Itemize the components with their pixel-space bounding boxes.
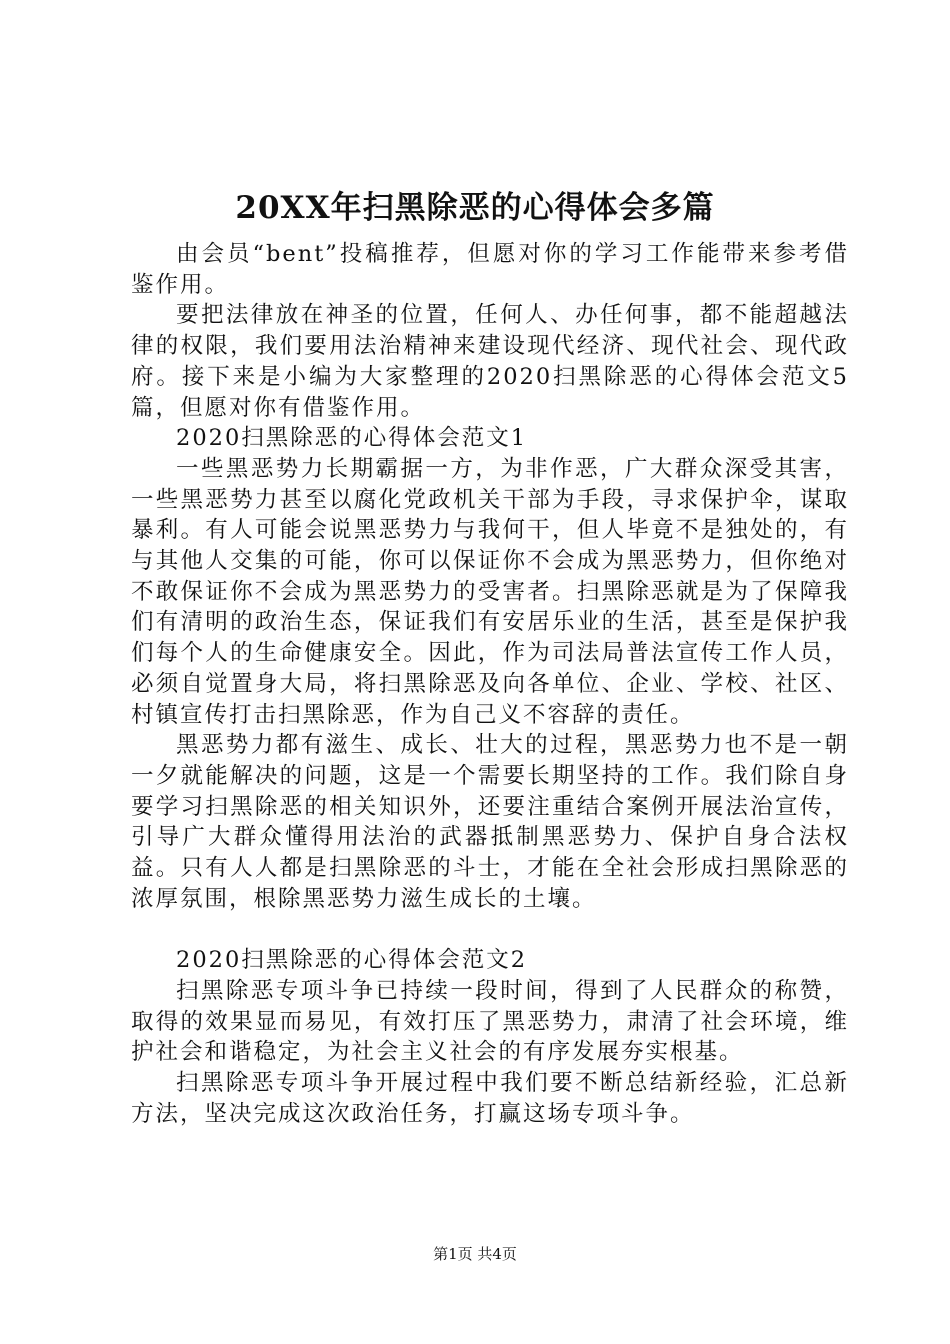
document-title: 20XX年扫黑除恶的心得体会多篇	[235, 190, 715, 226]
document-body	[131, 239, 849, 1129]
blank-line	[131, 914, 849, 945]
section-heading-2: 2020扫黑除恶的心得体会范文2	[176, 947, 528, 974]
section-heading-1: 2020扫黑除恶的心得体会范文1	[176, 425, 528, 452]
body-paragraph: 要把法律放在神圣的位置，任何人、办任何事，都不能超越法律的权限，我们要用法治精神来建设现代经济、现代社会、现代政府。接下来是小编为大家整理的2020扫黑除恶的心得体会范文5篇，但愿对你有借鉴作用。	[131, 302, 849, 421]
intro-paragraph: 由会员“bent”投稿推荐，但愿对你的学习工作能带来参考借鉴作用。	[131, 241, 849, 298]
body-paragraph: 黑恶势力都有滋生、成长、壮大的过程，黑恶势力也不是一朝一夕就能解决的问题，这是一个需要长期坚持的工作。我们除自身要学习扫黑除恶的相关知识外，还要注重结合案例开展法治宣传，引导广大群众懂得用法治的武器抵制黑恶势力、保护自身合法权益。只有人人都是扫黑除恶的斗士，才能在全社会形成扫黑除恶的浓厚氛围，根除黑恶势力滋生成长的土壤。	[131, 732, 849, 912]
body-paragraph: 一些黑恶势力长期霸据一方，为非作恶，广大群众深受其害，一些黑恶势力甚至以腐化党政机关干部为手段，寻求保护伞，谋取暴利。有人可能会说黑恶势力与我何干，但人毕竟不是独处的，有与其他人交集的可能，你可以保证你不会成为黑恶势力，但你绝对不敢保证你不会成为黑恶势力的受害者。扫黑除恶就是为了保障我们有清明的政治生态，保证我们有安居乐业的生活，甚至是保护我们每个人的生命健康安全。因此，作为司法局普法宣传工作人员，必须自觉置身大局，将扫黑除恶及向各单位、企业、学校、社区、村镇宣传打击扫黑除恶，作为自己义不容辞的责任。	[131, 455, 849, 728]
body-paragraph: 扫黑除恶专项斗争已持续一段时间，得到了人民群众的称赞，取得的效果显而易见，有效打压了黑恶势力，肃清了社会环境，维护社会和谐稳定，为社会主义社会的有序发展夯实根基。	[131, 977, 849, 1066]
page-footer: 第1页 共4页	[433, 1245, 517, 1263]
body-paragraph: 扫黑除恶专项斗争开展过程中我们要不断总结新经验，汇总新方法，坚决完成这次政治任务，打赢这场专项斗争。	[131, 1069, 849, 1127]
